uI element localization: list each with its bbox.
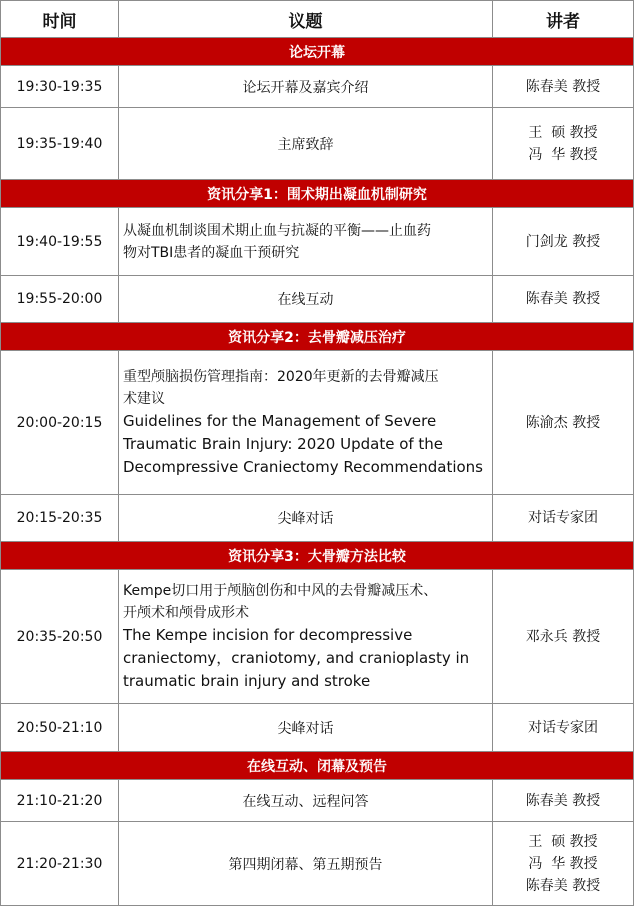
time-cell: 20:50-21:10 [1,704,119,752]
topic-cell: 尖峰对话 [119,495,493,542]
speaker-name: 陈春美 教授 [525,877,601,894]
speaker-cell [493,351,634,495]
table-row [1,570,634,704]
header-topic: 议题 [119,1,493,38]
topic-line: The Kempe incision for decompressive [123,626,413,644]
topic-line: 从凝血机制谈围术期止血与抗凝的平衡——止血药 [123,222,431,239]
topic-cell [119,351,493,495]
speaker-cell [493,276,634,323]
table-row [1,780,634,822]
header-time: 时间 [1,1,119,38]
topic-line: 开颅术和颅骨成形术 [123,605,249,621]
speaker-cell [493,780,634,822]
speaker-name: 陈春美 教授 [525,291,601,307]
time-cell: 19:35-19:40 [1,108,119,180]
topic-line: 重型颅脑损伤管理指南：2020年更新的去骨瓣减压 [123,369,439,385]
section-title: 资讯分享1：围术期出凝血机制研究 [1,180,634,208]
speaker-cell [493,108,634,180]
topic-line: Kempe切口用于颅脑创伤和中风的去骨瓣减压术、 [123,583,438,599]
speaker-name: 对话专家团 [528,510,598,526]
time-cell: 21:20-21:30 [1,822,119,906]
speaker-name: 王 硕 教授 [528,833,598,850]
section-row [1,752,634,780]
speaker-cell [493,495,634,542]
section-row [1,323,634,351]
table-row [1,351,634,495]
speaker-name: 王 硕 教授 [528,124,598,141]
time-cell: 20:15-20:35 [1,495,119,542]
topic-cell: 主席致辞 [119,108,493,180]
table-row [1,276,634,323]
section-title: 在线互动、闭幕及预告 [1,752,634,780]
topic-line: Traumatic Brain Injury: 2020 Update of the [123,435,444,453]
topic-cell: 在线互动、远程问答 [119,780,493,822]
speaker-name: 陈渝杰 教授 [525,414,601,431]
speaker-name: 冯 华 教授 [528,855,598,872]
section-title: 资讯分享3：大骨瓣方法比较 [1,542,634,570]
topic-cell [119,570,493,704]
table-row [1,108,634,180]
time-cell: 19:55-20:00 [1,276,119,323]
topic-line: 术建议 [123,391,165,407]
header-row [1,1,634,38]
section-row [1,180,634,208]
speaker-name: 门剑龙 教授 [525,233,601,250]
topic-line: Decompressive Craniectomy Recommendations [123,458,483,476]
section-title: 资讯分享2：去骨瓣减压治疗 [1,323,634,351]
topic-cell [119,208,493,276]
topic-line: traumatic brain injury and stroke [123,672,371,690]
speaker-cell [493,66,634,108]
table-row [1,208,634,276]
section-title: 论坛开幕 [1,38,634,66]
speaker-name: 对话专家团 [528,719,598,736]
table-row [1,822,634,906]
time-cell: 19:30-19:35 [1,66,119,108]
table-row [1,66,634,108]
topic-cell: 论坛开幕及嘉宾介绍 [119,66,493,108]
topic-cell: 尖峰对话 [119,704,493,752]
speaker-cell [493,208,634,276]
speaker-cell [493,822,634,906]
time-cell: 21:10-21:20 [1,780,119,822]
time-cell: 19:40-19:55 [1,208,119,276]
speaker-cell [493,570,634,704]
topic-cell: 第四期闭幕、第五期预告 [119,822,493,906]
topic-line: 物对TBI患者的凝血干预研究 [123,244,300,261]
topic-cell: 在线互动 [119,276,493,323]
table-row [1,495,634,542]
topic-line: Guidelines for the Management of Severe [123,412,437,430]
table-row [1,704,634,752]
time-cell: 20:00-20:15 [1,351,119,495]
speaker-name: 陈春美 教授 [525,792,601,809]
speaker-name: 冯 华 教授 [528,146,598,163]
speaker-name: 陈春美 教授 [525,78,601,95]
section-row [1,38,634,66]
section-row [1,542,634,570]
topic-line: craniectomy，craniotomy, and cranioplasty in [123,649,470,667]
speaker-cell [493,704,634,752]
speaker-name: 邓永兵 教授 [525,628,601,645]
time-cell: 20:35-20:50 [1,570,119,704]
header-speaker: 讲者 [493,1,634,38]
